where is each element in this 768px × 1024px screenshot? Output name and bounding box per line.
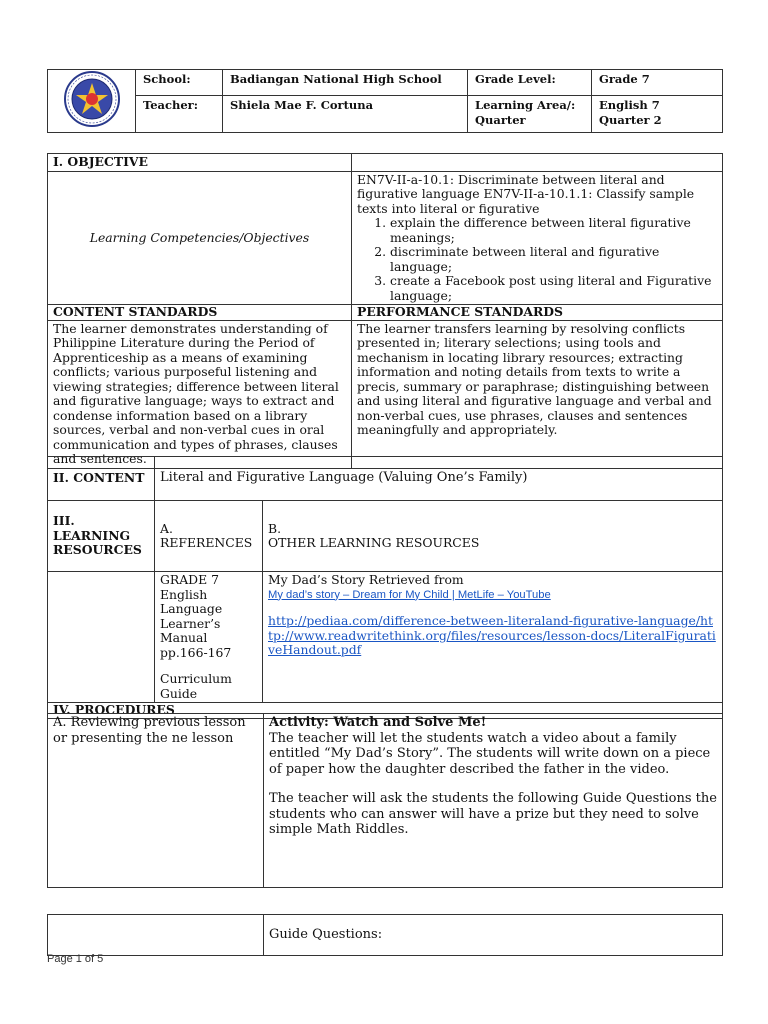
content-standards-heading: CONTENT STANDARDS [48, 305, 352, 321]
guide-questions-blank [48, 915, 264, 956]
objective-heading: I. OBJECTIVE [48, 154, 352, 172]
teacher-value: Shiela Mae F. Cortuna [223, 96, 468, 132]
other-resources-label: OTHER LEARNING RESOURCES [268, 535, 480, 550]
references-letter: A. [160, 520, 173, 536]
resources-blank-cell [48, 572, 155, 703]
learning-resources-heading [48, 501, 155, 572]
other-resources-letter: B. [268, 520, 282, 536]
content-standards-text: The learner demonstrates understanding of Philippine Literature during the Period of Apprenticeship as a means of examining conflicts; various purposeful listening and viewing strategies; difference between literal and figurative language; ways to extract and condense information based on a library sources, verbal and non-verbal cues in oral communication and types of phrases, clauses and sentences. [48, 320, 352, 468]
deped-seal-icon [59, 70, 125, 128]
url-links[interactable]: http://pediaa.com/difference-between-literaland-figurative-language/http://www.readwritethink.org/files/resources/lesson-docs/LiteralFigurativeHandout.pdf [268, 613, 716, 657]
reference-line: GRADE 7 [160, 572, 219, 587]
learning-area-label-line2: Quarter [475, 112, 526, 127]
video-link[interactable]: My dad’s story – Dream for My Child | MetLife – YouTube [268, 588, 551, 601]
procedure-step-a [48, 714, 264, 888]
page-number: Page 1 of 5 [47, 953, 104, 965]
references-content [155, 572, 263, 703]
objective-list [357, 216, 717, 303]
other-resources-intro: My Dad’s Story Retrieved from [268, 572, 464, 587]
objective-item: 1. explain the difference between literal figurative meanings; [390, 216, 717, 245]
competencies-label: Learning Competencies/Objectives [48, 171, 352, 305]
reference-line: English [160, 586, 208, 602]
grade-level-value: Grade 7 [592, 70, 723, 96]
activity-paragraph-2: The teacher will ask the students the following Guide Questions the students who can answer will have a prize but they need to solve simple Math Riddles. [269, 791, 717, 837]
guide-questions-table [47, 914, 723, 956]
learning-resources-heading-line3: RESOURCES [53, 542, 142, 558]
reference-line: Learner’s [160, 615, 221, 631]
activity-title: Activity: Watch and Solve Me! [269, 715, 487, 730]
objective-item: 2. discriminate between literal and figurative language; [390, 245, 717, 274]
reference-line: Language [160, 601, 223, 616]
guide-questions-label: Guide Questions: [264, 915, 723, 956]
references-heading [155, 501, 263, 572]
references-label: REFERENCES [160, 535, 253, 550]
content-table [47, 456, 723, 719]
learning-area-label-line1: Learning Area/: [475, 98, 576, 113]
procedures-table [47, 713, 723, 888]
learning-area-value-line1: English 7 [599, 98, 660, 113]
header-table [47, 69, 723, 133]
curriculum-guide-line1: Curriculum [160, 671, 232, 686]
objective-item: 3. create a Facebook post using literal and Figurative language; [390, 274, 717, 303]
activity-paragraph-1: The teacher will let the students watch a video about a family entitled “My Dad’s Story”. The students will write down on a piece of paper how the daughter described the father in the video. [269, 730, 711, 777]
competencies-intro: EN7V-II-a-10.1: Discriminate between literal and figurative language EN7V-II-a-10.1.1: Classify sample texts into literal or figurative [357, 171, 695, 216]
objective-heading-blank [352, 154, 723, 172]
seal-cell [48, 70, 136, 133]
other-resources-content [263, 572, 723, 703]
procedure-step-a-text: A. Reviewing previous lesson [53, 715, 246, 730]
reference-line: pp.166-167 [160, 644, 232, 660]
performance-standards-heading: PERFORMANCE STANDARDS [352, 305, 723, 321]
performance-standards-text: The learner transfers learning by resolving conflicts presented in; literary selections; using tools and mechanism in locating library resources; extracting information and noting details from texts to write a precis, summary or paraphrase; distinguishing between and using literal and figurative language and verbal and non-verbal cues, use phrases, clauses and sentences meaningfully and appropriately. [352, 320, 723, 468]
other-resources-heading [263, 501, 723, 572]
procedures-heading: IV. PROCEDURES [48, 703, 723, 719]
learning-area-label [468, 96, 592, 132]
school-value: Badiangan National High School [223, 70, 468, 96]
competencies-content [352, 171, 723, 305]
procedure-step-a-text2: or presenting the ne lesson [53, 730, 234, 746]
learning-area-value-line2: Quarter 2 [599, 112, 662, 127]
content-value: Literal and Figurative Language (Valuing One’s Family) [155, 457, 723, 501]
grade-level-label: Grade Level: [468, 70, 592, 96]
teacher-label: Teacher: [136, 96, 223, 132]
learning-area-value [592, 96, 723, 132]
school-label: School: [136, 70, 223, 96]
learning-resources-heading-line1: III. [53, 513, 75, 529]
reference-line: Manual [160, 630, 208, 645]
activity-cell [264, 714, 723, 888]
curriculum-guide-line2: Guide [160, 685, 198, 701]
content-heading: II. CONTENT [48, 457, 155, 501]
objective-table [47, 153, 723, 469]
learning-resources-heading-line2: LEARNING [53, 527, 131, 543]
